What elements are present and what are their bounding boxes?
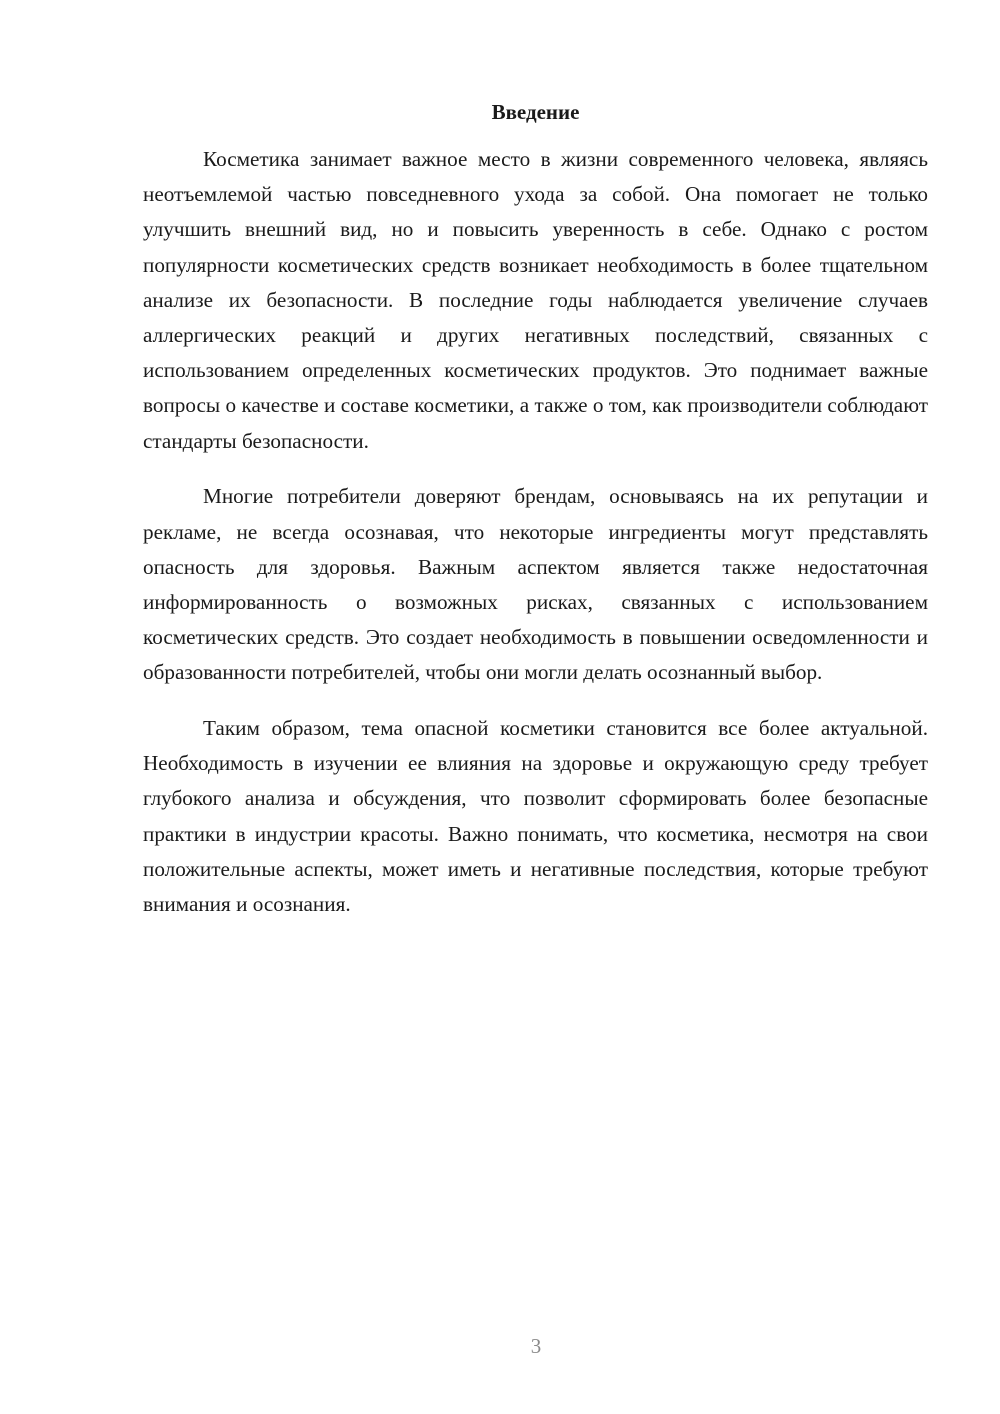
body-text bbox=[143, 142, 928, 922]
paragraph-1: Косметика занимает важное место в жизни современного человека, являясь неотъемлемой частью повседневного ухода за собой. Она помогает не только улучшить внешний вид, но и повысить уверенность в себе. Однако с ростом популярности косметических средств возникает необходимость в более тщательном анализе их безопасности. В последние годы наблюдается увеличение случаев аллергических реакций и других негативных последствий, связанных с использованием определенных косметических продуктов. Это поднимает важные вопросы о качестве и составе косметики, а также о том, как производители соблюдают стандарты безопасности. bbox=[143, 147, 928, 453]
section-title: Введение bbox=[491, 100, 580, 124]
page-number: 3 bbox=[530, 1334, 542, 1358]
paragraph-3: Таким образом, тема опасной косметики становится все более актуальной. Необходимость в изучении ее влияния на здоровье и окружающую среду требует глубокого анализа и обсуждения, что позволит сформировать более безопасные практики в индустрии красоты. Важно понимать, что косметика, несмотря на свои положительные аспекты, может иметь и негативные последствия, которые требуют внимания и осознания. bbox=[143, 716, 928, 917]
paragraph-2: Многие потребители доверяют брендам, основываясь на их репутации и рекламе, не всегда осознавая, что некоторые ингредиенты могут представлять опасность для здоровья. Важным аспектом является также недостаточная информированность о возможных рисках, связанных с использованием косметических средств. Это создает необходимость в повышении осведомленности и образованности потребителей, чтобы они могли делать осознанный выбор. bbox=[143, 484, 928, 685]
